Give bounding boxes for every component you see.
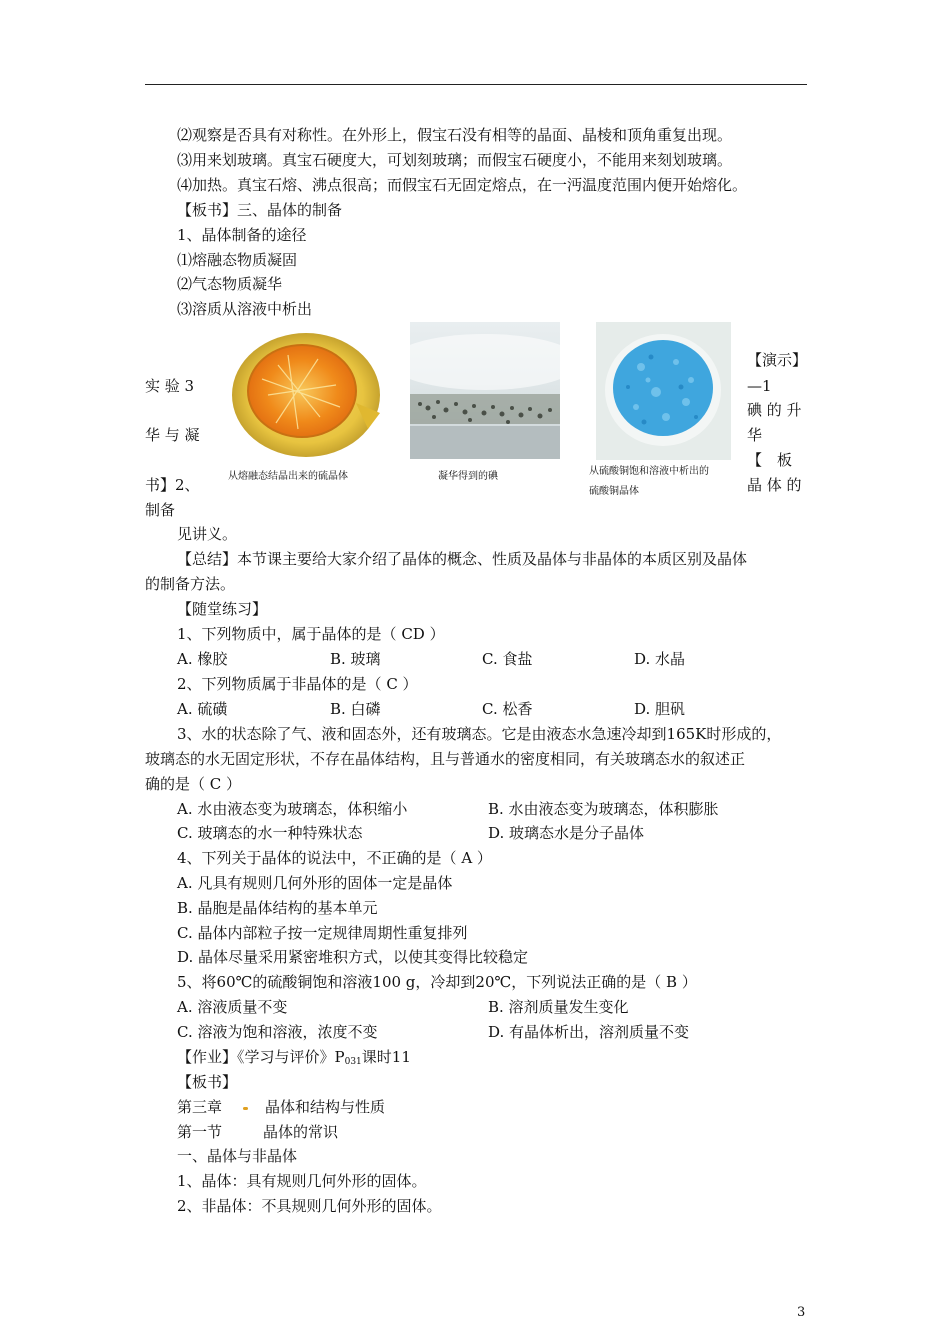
wrapped-text: 碘 的 升 xyxy=(747,401,802,419)
photo-caption: 硫酸铜晶体 xyxy=(589,486,639,497)
question: 5、将60℃的硫酸铜饱和溶液100 g，冷却到20℃，下列说法正确的是（ B ） xyxy=(177,973,697,991)
text-line: ⑷加热。真宝石熔、沸点很高；而假宝石无固定熔点，在一沔温度范围内便开始熔化。 xyxy=(177,176,748,194)
wrapped-text: 实 验 3 xyxy=(145,377,195,395)
wrapped-text: 晶 体 的 xyxy=(747,476,802,494)
mark-dot xyxy=(243,1107,248,1110)
wrapped-text: 【演示】 xyxy=(747,351,808,369)
text-line: ⑴熔融态物质凝固 xyxy=(177,251,298,269)
question: 确的是（ C ） xyxy=(145,775,242,793)
text-line: 一、晶体与非晶体 xyxy=(177,1147,298,1165)
wrapped-text: 华 与 凝 xyxy=(145,426,200,444)
section-title: 晶体的常识 xyxy=(263,1123,339,1141)
text-line: 的制备方法。 xyxy=(145,575,236,593)
wrapped-text: 华 xyxy=(747,426,763,444)
option: D. 有晶体析出，溶剂质量不变 xyxy=(488,1023,690,1041)
option: B. 玻璃 xyxy=(330,650,381,668)
option: C. 玻璃态的水一种特殊状态 xyxy=(177,824,363,842)
wrapped-text: 制备 xyxy=(145,501,176,519)
option: C. 松香 xyxy=(482,700,533,718)
option: D. 水晶 xyxy=(634,650,686,668)
wrapped-text: 【 板 xyxy=(747,451,793,469)
text-line: 【随堂练习】 xyxy=(177,600,268,618)
option: A. 溶液质量不变 xyxy=(177,998,288,1016)
text-line: 【总结】本节课主要给大家介绍了晶体的概念、性质及晶体与非晶体的本质区别及晶体 xyxy=(177,550,748,568)
homework-rest: 课时11 xyxy=(361,1048,411,1066)
iodine-photo xyxy=(410,322,560,459)
option: B. 水由液态变为玻璃态，体积膨胀 xyxy=(488,800,719,818)
copper-sulfate-photo xyxy=(596,322,731,460)
option: A. 水由液态变为玻璃态，体积缩小 xyxy=(177,800,408,818)
board-label: 【板书】 xyxy=(177,1073,238,1091)
text-line: 【板书】三、晶体的制备 xyxy=(177,201,343,219)
chapter-number: 第三章 xyxy=(177,1098,223,1116)
question: 2、下列物质属于非晶体的是（ C ） xyxy=(177,675,418,693)
option: B. 白磷 xyxy=(330,700,381,718)
sulfur-crystal-photo xyxy=(228,325,383,460)
text-line: 1、晶体制备的途径 xyxy=(177,226,307,244)
page-number: 3 xyxy=(797,1305,806,1320)
option: B. 晶胞是晶体结构的基本单元 xyxy=(177,899,378,917)
text-line: ⑵观察是否具有对称性。在外形上，假宝石没有相等的晶面、晶棱和顶角重复出现。 xyxy=(177,126,733,144)
homework-line xyxy=(177,1047,411,1072)
text-line: 见讲义。 xyxy=(177,525,238,543)
option: C. 晶体内部粒子按一定规律周期性重复排列 xyxy=(177,924,468,942)
chapter-title: 晶体和结构与性质 xyxy=(265,1098,386,1116)
wrapped-text: 书】2、 xyxy=(145,476,200,494)
header-rule xyxy=(145,84,807,85)
option: C. 食盐 xyxy=(482,650,533,668)
option: A. 橡胶 xyxy=(177,650,228,668)
option: C. 溶液为饱和溶液，浓度不变 xyxy=(177,1023,378,1041)
option: B. 溶剂质量发生变化 xyxy=(488,998,629,1016)
homework-page-sub: 031 xyxy=(344,1057,362,1067)
photo-caption: 凝华得到的碘 xyxy=(438,471,498,482)
question: 玻璃态的水无固定形状，不存在晶体结构，且与普通水的密度相同，有关玻璃态水的叙述正 xyxy=(145,750,746,768)
question: 1、下列物质中，属于晶体的是（ CD ） xyxy=(177,625,445,643)
homework-label: 【作业】《学习与评价》P xyxy=(177,1048,345,1066)
text-line: ⑶溶质从溶液中析出 xyxy=(177,300,313,318)
question: 3、水的状态除了气、液和固态外，还有玻璃态。它是由液态水急速冷却到165K时形成的， xyxy=(177,725,782,743)
photo-caption: 从硫酸铜饱和溶液中析出的 xyxy=(589,466,709,477)
option: A. 凡具有规则几何外形的固体一定是晶体 xyxy=(177,874,453,892)
photo-caption: 从熔融态结晶出来的硫晶体 xyxy=(228,471,348,482)
text-line: ⑵气态物质凝华 xyxy=(177,275,283,293)
option: D. 晶体尽量采用紧密堆积方式，以使其变得比较稳定 xyxy=(177,948,529,966)
text-line: ⑶用来划玻璃。真宝石硬度大，可划刻玻璃；而假宝石硬度小，不能用来刻划玻璃。 xyxy=(177,151,733,169)
option: D. 玻璃态水是分子晶体 xyxy=(488,824,645,842)
option: D. 胆矾 xyxy=(634,700,686,718)
text-line: 1、晶体：具有规则几何外形的固体。 xyxy=(177,1172,427,1190)
question: 4、下列关于晶体的说法中，不正确的是（ A ） xyxy=(177,849,492,867)
wrapped-text: —1 xyxy=(747,377,772,395)
section-number: 第一节 xyxy=(177,1123,223,1141)
option: A. 硫磺 xyxy=(177,700,228,718)
text-line: 2、非晶体：不具规则几何外形的固体。 xyxy=(177,1197,442,1215)
